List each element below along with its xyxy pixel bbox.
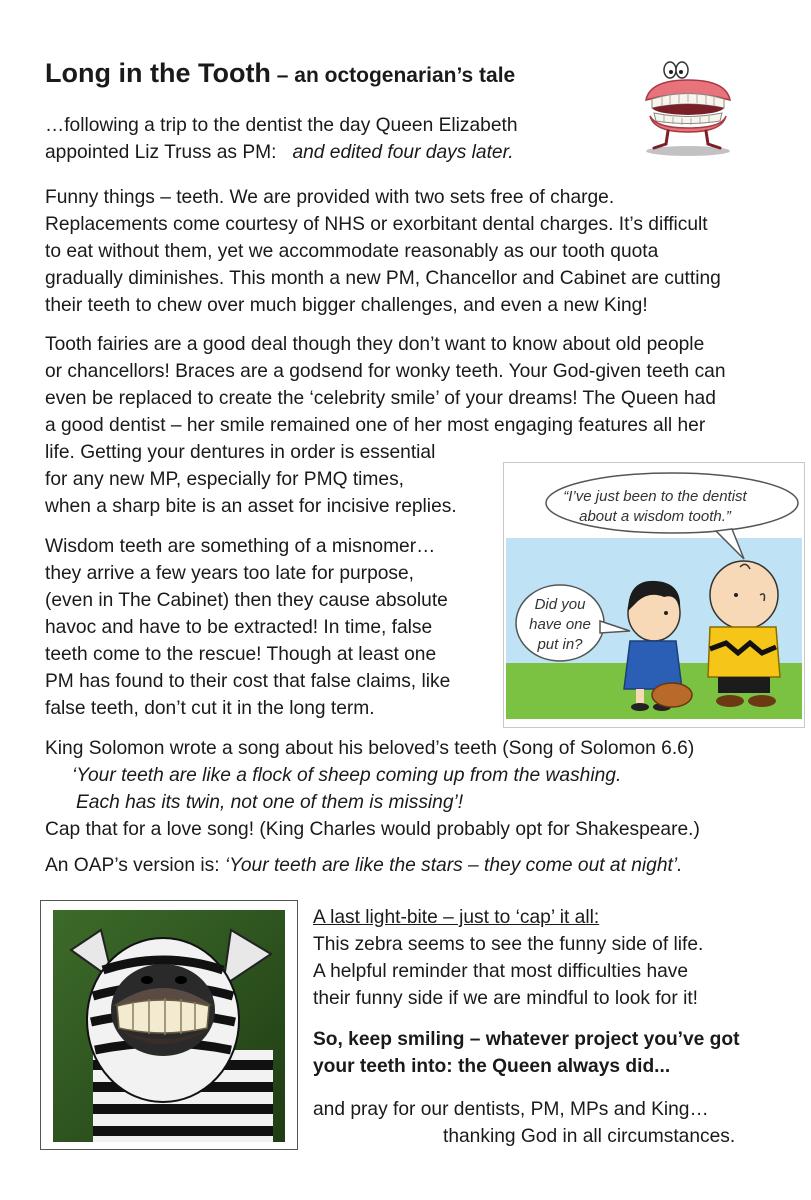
para2-line: when a sharp bite is an asset for incisive replies. xyxy=(45,496,457,517)
keep-smiling-line: your teeth into: the Queen always did... xyxy=(313,1056,671,1077)
para2-line: life. Getting your dentures in order is essential xyxy=(45,442,436,463)
page-title: Long in the Tooth – an octogenarian’s tale xyxy=(45,58,516,88)
para3-line: teeth come to the rescue! Though at least one xyxy=(45,644,437,665)
para3-line: PM has found to their cost that false claims, like xyxy=(45,671,451,692)
para1-line: to eat without them, yet we accommodate reasonably as our tooth quota xyxy=(45,241,659,262)
closing-line: and pray for our dentists, PM, MPs and King… xyxy=(313,1099,709,1120)
cartoon-bubble-text: “I’ve just been to the dentist about a wisdom tooth.” xyxy=(563,488,747,525)
para2-line: a good dentist – her smile remained one of her most engaging features all her xyxy=(45,415,706,436)
para2-line: Tooth fairies are a good deal though they don’t want to know about old people xyxy=(45,334,705,355)
para3-line: (even in The Cabinet) then they cause absolute xyxy=(45,590,448,611)
intro-line-2: appointed Liz Truss as PM: and edited four days later. xyxy=(45,142,514,163)
lastbite-line: their funny side if we are mindful to look for it! xyxy=(313,988,698,1009)
zebra-photo xyxy=(53,910,285,1142)
solomon-line: King Solomon wrote a song about his beloved’s teeth (Song of Solomon 6.6) xyxy=(45,738,695,759)
solomon-quote: Each has its twin, not one of them is missing’! xyxy=(76,792,464,813)
para2-line: or chancellors! Braces are a godsend for wonky teeth. Your God-given teeth can xyxy=(45,361,726,382)
solomon-quote: ‘Your teeth are like a flock of sheep coming up from the washing. xyxy=(72,765,622,786)
para1-line: Funny things – teeth. We are provided with two sets free of charge. xyxy=(45,187,615,208)
lastbite-line: A helpful reminder that most difficulties have xyxy=(313,961,689,982)
para2-line: for any new MP, especially for PMQ times, xyxy=(45,469,405,490)
keep-smiling-line: So, keep smiling – whatever project you’ve got xyxy=(313,1029,740,1050)
lastbite-line: This zebra seems to see the funny side of life. xyxy=(313,934,704,955)
para3-line: they arrive a few years too late for purpose, xyxy=(45,563,415,584)
love-song-line: Cap that for a love song! (King Charles would probably opt for Shakespeare.) xyxy=(45,819,700,840)
intro-line-1: …following a trip to the dentist the day Queen Elizabeth xyxy=(45,115,518,136)
lastbite-heading: A last light-bite – just to ‘cap’ it all: xyxy=(313,907,600,928)
cartoon-reply-text: Did you have one put in? xyxy=(529,596,591,653)
peanuts-cartoon-illustration xyxy=(503,462,805,728)
charlie-brown-figure xyxy=(708,561,780,707)
para2-line: even be replaced to create the ‘celebrity smile’ of your dreams! The Queen had xyxy=(45,388,716,409)
para3-line: Wisdom teeth are something of a misnomer… xyxy=(45,536,436,557)
oap-line: An OAP’s version is: ‘Your teeth are like the stars – they come out at night’. xyxy=(45,855,683,876)
zebra-photo-frame xyxy=(40,900,298,1150)
chattering-teeth-icon xyxy=(638,58,738,158)
para1-line: Replacements come courtesy of NHS or exorbitant dental charges. It’s difficult xyxy=(45,214,708,235)
para1-line: their teeth to chew over much bigger challenges, and even a new King! xyxy=(45,295,648,316)
para1-line: gradually diminishes. This month a new PM, Chancellor and Cabinet are cutting xyxy=(45,268,721,289)
para3-line: false teeth, don’t cut it in the long term. xyxy=(45,698,375,719)
para3-line: havoc and have to be extracted! In time, false xyxy=(45,617,433,638)
closing-line: thanking God in all circumstances. xyxy=(443,1126,736,1147)
